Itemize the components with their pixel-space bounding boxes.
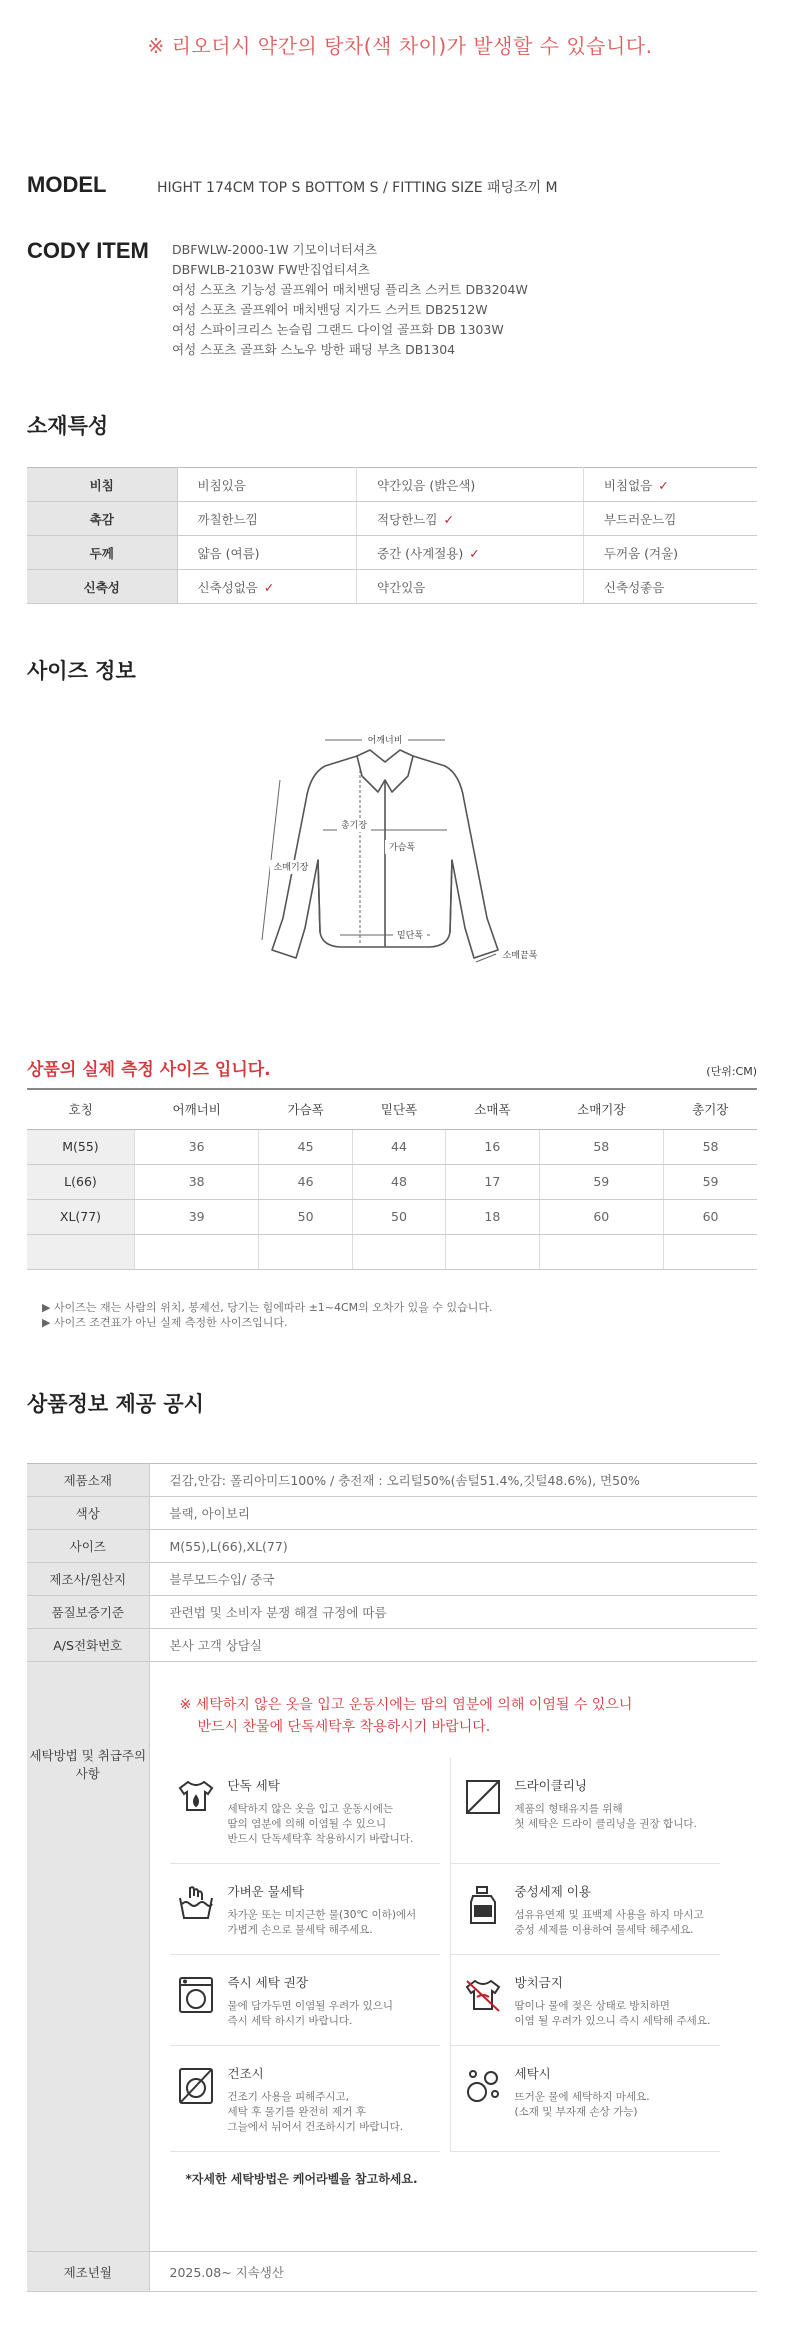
checkmark-icon: ✓ xyxy=(658,477,669,493)
size-value: 16 xyxy=(446,1129,539,1164)
material-option xyxy=(177,468,357,502)
checkmark-icon: ✓ xyxy=(443,511,454,527)
wash-body xyxy=(515,1882,704,1938)
size-unit: (단위:CM) xyxy=(706,1065,757,1078)
size-header-cell: 소매기장 xyxy=(539,1089,664,1129)
info-label: 제품소재 xyxy=(27,1464,149,1497)
size-value xyxy=(539,1234,664,1269)
size-value: 59 xyxy=(539,1164,664,1199)
size-value: 60 xyxy=(664,1199,757,1234)
wash-warning-line: 반드시 찬물에 단독세탁후 착용하시기 바랍니다. xyxy=(197,1719,491,1735)
info-row xyxy=(27,1464,757,1497)
info-row xyxy=(27,1563,757,1596)
wash-title: 단독 세탁 xyxy=(227,1778,280,1793)
size-header-cell: 가슴폭 xyxy=(259,1089,352,1129)
wash-desc: 물에 담가두면 이염될 우려가 있으니 즉시 세탁 하시기 바랍니다. xyxy=(227,2000,393,2027)
wash-item xyxy=(170,2046,440,2152)
material-label: 두께 xyxy=(27,536,177,570)
wash-item xyxy=(170,1955,440,2046)
material-label: 비침 xyxy=(27,468,177,502)
size-notes xyxy=(42,1300,493,1330)
detergent-icon xyxy=(457,1882,509,1938)
wash-item xyxy=(450,1758,720,1864)
size-diagram xyxy=(0,700,800,1000)
info-value: 블루모드수입/ 중국 xyxy=(149,1563,757,1596)
label-chest: 가슴폭 xyxy=(388,843,416,853)
product-info-title: 상품정보 제공 공시 xyxy=(27,1392,204,1416)
size-value: 45 xyxy=(259,1129,352,1164)
wash-item xyxy=(170,1758,440,1864)
cody-item: DBFWLB-2103W FW반집업티셔츠 xyxy=(172,262,370,277)
cody-item: 여성 스포츠 골프웨어 매치밴딩 지가드 스커트 DB2512W xyxy=(172,302,488,317)
wash-body xyxy=(515,2064,650,2135)
size-value: 44 xyxy=(352,1129,445,1164)
material-option xyxy=(177,570,357,604)
size-value: 59 xyxy=(664,1164,757,1199)
wash-desc: 뜨거운 물에 세탁하지 마세요. (소재 및 부자재 손상 가능) xyxy=(514,2091,650,2118)
cody-title: CODY ITEM xyxy=(27,238,149,263)
wash-title: 중성세제 이용 xyxy=(514,1884,591,1899)
size-value: 58 xyxy=(539,1129,664,1164)
size-header-cell: 소매폭 xyxy=(446,1089,539,1129)
material-option xyxy=(357,536,584,570)
material-option xyxy=(357,570,584,604)
wash-row xyxy=(27,1662,757,2252)
size-value xyxy=(664,1234,757,1269)
wash-body xyxy=(515,1973,711,2029)
info-row xyxy=(27,1629,757,1662)
wash-body xyxy=(228,2064,404,2135)
wash-item xyxy=(450,1955,720,2046)
material-label: 촉감 xyxy=(27,502,177,536)
size-label: L(66) xyxy=(27,1164,134,1199)
cody-item: 여성 스파이크리스 논슬립 그랜드 다이얼 골프화 DB 1303W xyxy=(172,322,504,337)
size-label: XL(77) xyxy=(27,1199,134,1234)
size-header-cell: 어깨너비 xyxy=(134,1089,259,1129)
size-value: 38 xyxy=(134,1164,259,1199)
size-value: 36 xyxy=(134,1129,259,1164)
cody-item: DBFWLW-2000-1W 기모이너터셔츠 xyxy=(172,242,378,257)
size-value xyxy=(446,1234,539,1269)
wash-warning-line: ※ 세탁하지 않은 옷을 입고 운동시에는 땀의 염분에 의해 이염될 수 있으니 xyxy=(179,1697,633,1713)
material-label: 신축성 xyxy=(27,570,177,604)
hand-wash-icon xyxy=(170,1882,222,1938)
wash-item xyxy=(450,1864,720,1955)
bubbles-icon xyxy=(457,2064,509,2135)
material-option-text: 부드러운느낌 xyxy=(603,511,677,527)
wash-title: 건조시 xyxy=(227,2066,264,2081)
wash-title: 드라이클리닝 xyxy=(514,1778,587,1793)
wash-desc: 땀이나 물에 젖은 상태로 방치하면 이염 될 우려가 있으니 즉시 세탁해 주세요. xyxy=(514,2000,711,2027)
size-row xyxy=(27,1129,757,1164)
size-value: 58 xyxy=(664,1129,757,1164)
size-value: 46 xyxy=(259,1164,352,1199)
material-option-text: 신축성좋음 xyxy=(603,579,665,595)
material-option xyxy=(357,502,584,536)
material-option-text: 두꺼움 (겨울) xyxy=(603,545,679,561)
wash-content xyxy=(149,1662,757,2252)
size-value: 60 xyxy=(539,1199,664,1234)
size-row xyxy=(27,1164,757,1199)
info-value: 본사 고객 상담실 xyxy=(149,1629,757,1662)
no-dryer-icon xyxy=(170,2064,222,2135)
label-sleeve-width: 소매끝폭 xyxy=(502,951,538,961)
size-header-cell: 호칭 xyxy=(27,1089,134,1129)
info-value: 블랙, 아이보리 xyxy=(149,1497,757,1530)
size-row xyxy=(27,1234,757,1269)
size-header-cell: 총기장 xyxy=(664,1089,757,1129)
info-label: 제조년월 xyxy=(27,2252,149,2292)
info-row xyxy=(27,1530,757,1563)
material-option xyxy=(357,468,584,502)
material-option-text: 약간있음 (밝은색) xyxy=(377,477,476,493)
info-label: 사이즈 xyxy=(27,1530,149,1563)
material-row xyxy=(27,570,757,604)
size-value: 17 xyxy=(446,1164,539,1199)
info-label: 제조사/원산지 xyxy=(27,1563,149,1596)
product-info-table xyxy=(27,1463,757,2292)
cody-section xyxy=(27,238,528,360)
material-option-text: 중간 (사계절용) xyxy=(377,545,464,561)
model-title: MODEL xyxy=(27,172,107,197)
wash-title: 가벼운 물세탁 xyxy=(227,1884,304,1899)
info-value: 겉감,안감: 폴리아미드100% / 충전재 : 오리털50%(솜털51.4%,깃털48.6%), 면50% xyxy=(149,1464,757,1497)
material-option xyxy=(583,570,757,604)
wash-body xyxy=(228,1973,394,2029)
wash-footer: *자세한 세탁방법은 케어라벨을 참고하세요. xyxy=(185,2172,418,2186)
material-option-text: 약간있음 xyxy=(377,579,426,595)
size-value xyxy=(259,1234,352,1269)
material-option-text: 신축성없음 xyxy=(197,579,258,595)
info-label: 품질보증기준 xyxy=(27,1596,149,1629)
label-hem: 밑단폭 xyxy=(396,931,424,941)
size-value: 18 xyxy=(446,1199,539,1234)
info-row xyxy=(27,1596,757,1629)
size-value: 48 xyxy=(352,1164,445,1199)
tshirt-wash-icon xyxy=(170,1776,222,1847)
material-row xyxy=(27,536,757,570)
material-option-text: 적당한느낌 xyxy=(377,511,438,527)
size-table-title: 상품의 실제 측정 사이즈 입니다. xyxy=(27,1060,271,1080)
cody-list xyxy=(172,240,528,360)
wash-desc: 건조기 사용을 피해주시고, 세탁 후 물기를 완전히 제거 후 그늘에서 뉘어서 건조하시기 바랍니다. xyxy=(227,2091,404,2133)
material-row xyxy=(27,468,757,502)
cody-item: 여성 스포츠 골프화 스노우 방한 패딩 부츠 DB1304 xyxy=(172,342,456,357)
material-option-text: 까칠한느낌 xyxy=(197,511,258,527)
checkmark-icon: ✓ xyxy=(469,545,480,561)
model-spec: HIGHT 174CM TOP S BOTTOM S / FITTING SIZE 패딩조끼 M xyxy=(157,180,558,196)
size-info-title: 사이즈 정보 xyxy=(27,659,136,683)
dry-clean-icon xyxy=(457,1776,509,1847)
material-option-text: 비침없음 xyxy=(603,477,653,493)
reorder-notice: ※ 리오더시 약간의 탕차(색 차이)가 발생할 수 있습니다. xyxy=(147,34,653,58)
info-label: A/S전화번호 xyxy=(27,1629,149,1662)
label-length: 총기장 xyxy=(340,821,368,831)
wash-item xyxy=(170,1864,440,1955)
size-note: ▶ 사이즈 조견표가 아닌 실제 측정한 사이즈입니다. xyxy=(42,1316,288,1329)
wash-title: 방치금지 xyxy=(514,1975,563,1990)
material-option-text: 비침있음 xyxy=(197,477,246,493)
info-value: M(55),L(66),XL(77) xyxy=(149,1530,757,1563)
size-note: ▶ 사이즈는 재는 사람의 위치, 봉제선, 당기는 힘에따라 ±1~4CM의 오차가 있을 수 있습니다. xyxy=(42,1301,493,1314)
washing-machine-icon xyxy=(170,1973,222,2029)
wash-body xyxy=(515,1776,697,1847)
size-label: M(55) xyxy=(27,1129,134,1164)
no-soak-icon xyxy=(457,1973,509,2029)
info-row xyxy=(27,2252,757,2292)
wash-item xyxy=(450,2046,720,2152)
wash-body xyxy=(228,1882,417,1938)
size-value: 50 xyxy=(259,1199,352,1234)
checkmark-icon: ✓ xyxy=(263,579,275,595)
wash-label: 세탁방법 및 취급주의사항 xyxy=(27,1662,149,2252)
material-option xyxy=(177,536,357,570)
material-row xyxy=(27,502,757,536)
size-value xyxy=(352,1234,445,1269)
size-value xyxy=(134,1234,259,1269)
material-title: 소재특성 xyxy=(27,414,109,438)
wash-title: 세탁시 xyxy=(514,2066,551,2081)
label-sleeve-length: 소매기장 xyxy=(273,863,309,873)
model-section xyxy=(27,172,558,198)
info-value: 2025.08~ 지속생산 xyxy=(149,2252,757,2292)
label-shoulder: 어깨너비 xyxy=(367,736,403,746)
material-option xyxy=(583,536,757,570)
material-option-text: 얇음 (여름) xyxy=(197,545,260,561)
material-option xyxy=(583,502,757,536)
size-table xyxy=(27,1088,757,1270)
size-label xyxy=(27,1234,134,1269)
wash-desc: 제품의 형태유지를 위해 첫 세탁은 드라이 클리닝을 권장 합니다. xyxy=(514,1803,697,1830)
info-label: 색상 xyxy=(27,1497,149,1530)
wash-grid xyxy=(170,1758,750,2152)
info-value: 관련법 및 소비자 분쟁 해결 규정에 따름 xyxy=(149,1596,757,1629)
material-table xyxy=(27,467,757,604)
size-header-cell: 밑단폭 xyxy=(352,1089,445,1129)
wash-desc: 섬유유연제 및 표백제 사용을 하지 마시고 중성 세제를 이용하여 물세탁 해주세요. xyxy=(514,1909,704,1936)
size-value: 50 xyxy=(352,1199,445,1234)
material-option xyxy=(583,468,757,502)
wash-body xyxy=(228,1776,414,1847)
size-table-header xyxy=(27,1055,757,1080)
info-row xyxy=(27,1497,757,1530)
measure-lines xyxy=(262,740,496,962)
size-value: 39 xyxy=(134,1199,259,1234)
size-row xyxy=(27,1199,757,1234)
wash-desc: 차가운 또는 미지근한 물(30℃ 이하)에서 가볍게 손으로 물세탁 해주세요. xyxy=(227,1909,417,1936)
cody-item: 여성 스포츠 기능성 골프웨어 매치밴딩 플리츠 스커트 DB3204W xyxy=(172,282,528,297)
wash-desc: 세탁하지 않은 옷을 입고 운동시에는 땀의 염분에 의해 이염될 수 있으니 반드시 단독세탁후 착용하시기 바랍니다. xyxy=(227,1803,414,1845)
material-option xyxy=(177,502,357,536)
wash-title: 즉시 세탁 권장 xyxy=(227,1975,308,1990)
wash-warning xyxy=(150,1662,758,1738)
